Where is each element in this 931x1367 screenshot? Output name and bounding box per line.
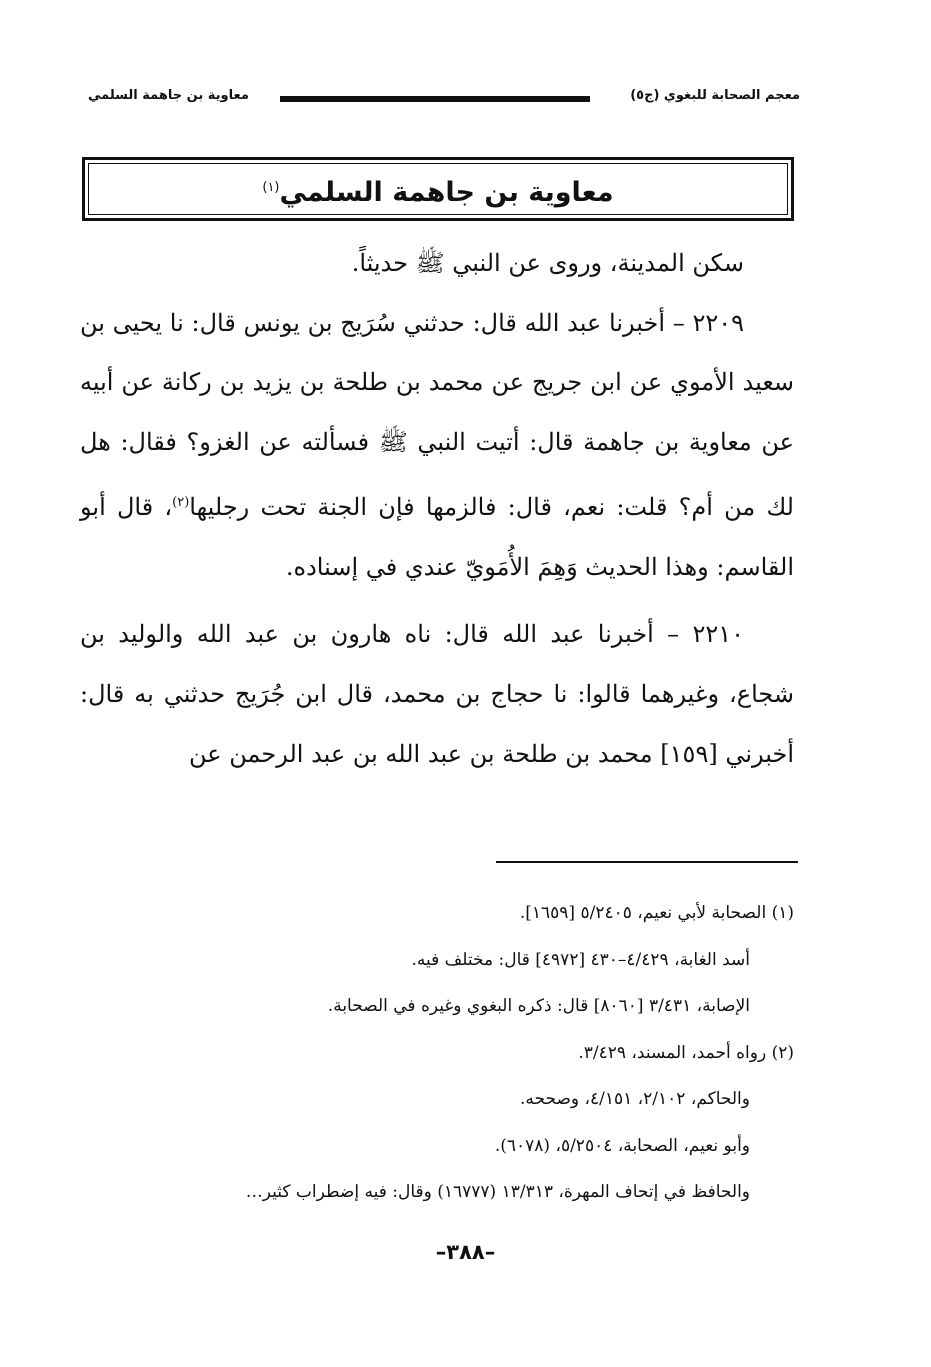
- footnote-ref-2: (٢): [172, 494, 190, 510]
- entry-title-text: معاوية بن جاهمة السلمي: [279, 177, 614, 208]
- footnote-line: (٢) رواه أحمد، المسند، ٣/٤٢٩.: [578, 1042, 794, 1063]
- footnote-line: والحافظ في إتحاف المهرة، ١٣/٣١٣ (١٦٧٧٧) وقال: فيه إضطراب كثير…: [245, 1182, 750, 1202]
- hadith-2209-text: ٢٢٠٩ – أخبرنا عبد الله قال: حدثني سُرَيج بن يونس قال: نا يحيى بن سعيد الأموي عن ابن جريج عن محمد بن طلحة بن يزيد بن ركانة عن أبيه عن معاوية بن جاهمة قال: أتيت النبي ﷺ فسألته عن الغزو؟ فقال: هل لك من أم؟ قلت: نعم، قال: فالزمها فإن الجنة تحت رجليها: [80, 308, 794, 521]
- footnote-line: (١) الصحابة لأبي نعيم، ٥/٢٤٠٥ [١٦٥٩].: [519, 903, 794, 923]
- hadith-2210-paragraph: ٢٢١٠ – أخبرنا عبد الله قال: ناه هارون بن عبد الله والوليد بن شجاع، وغيرهما قالوا: نا حجاج بن محمد، قال ابن جُرَيج حدثني به قال: أخبرني [١٥٩] محمد بن طلحة بن عبد الله بن عبد الرحمن عن: [80, 620, 794, 768]
- page-number: –٣٨٨–: [435, 1240, 496, 1264]
- hadith-2209-comment: ، قال أبو القاسم: وهذا الحديث وَهِمَ الأُمَويّ عندي في إسناده.: [80, 492, 794, 581]
- entry-title: [85, 168, 791, 213]
- footnote-line: أسد الغابة، ٤/٤٢٩–٤٣٠ [٤٩٧٢] قال: مختلف فيه.: [411, 949, 750, 970]
- hadith-2209-paragraph: [80, 294, 794, 598]
- intro-paragraph: سكن المدينة، وروى عن النبي ﷺ حديثاً.: [351, 249, 744, 277]
- footnotes: [80, 890, 794, 1216]
- footnote-line: والحاكم، ٢/١٠٢، ٤/١٥١، وصححه.: [519, 1089, 750, 1109]
- header-rule: [280, 96, 590, 102]
- entry-title-frame: [82, 157, 794, 221]
- book-title: معجم الصحابة للبغوي (ج٥): [630, 88, 800, 103]
- footnote-line: الإصابة، ٣/٤٣١ [٨٠٦٠] قال: ذكره البغوي وغيره في الصحابة.: [327, 996, 750, 1016]
- footnote-line: وأبو نعيم، الصحابة، ٥/٢٥٠٤، (٦٠٧٨).: [494, 1135, 750, 1156]
- body-text: [80, 234, 794, 784]
- footnote-separator: [496, 861, 798, 863]
- chapter-title: معاوية بن جاهمة السلمي: [88, 88, 249, 103]
- running-header: [80, 84, 800, 114]
- title-footnote-ref: (١): [262, 180, 280, 195]
